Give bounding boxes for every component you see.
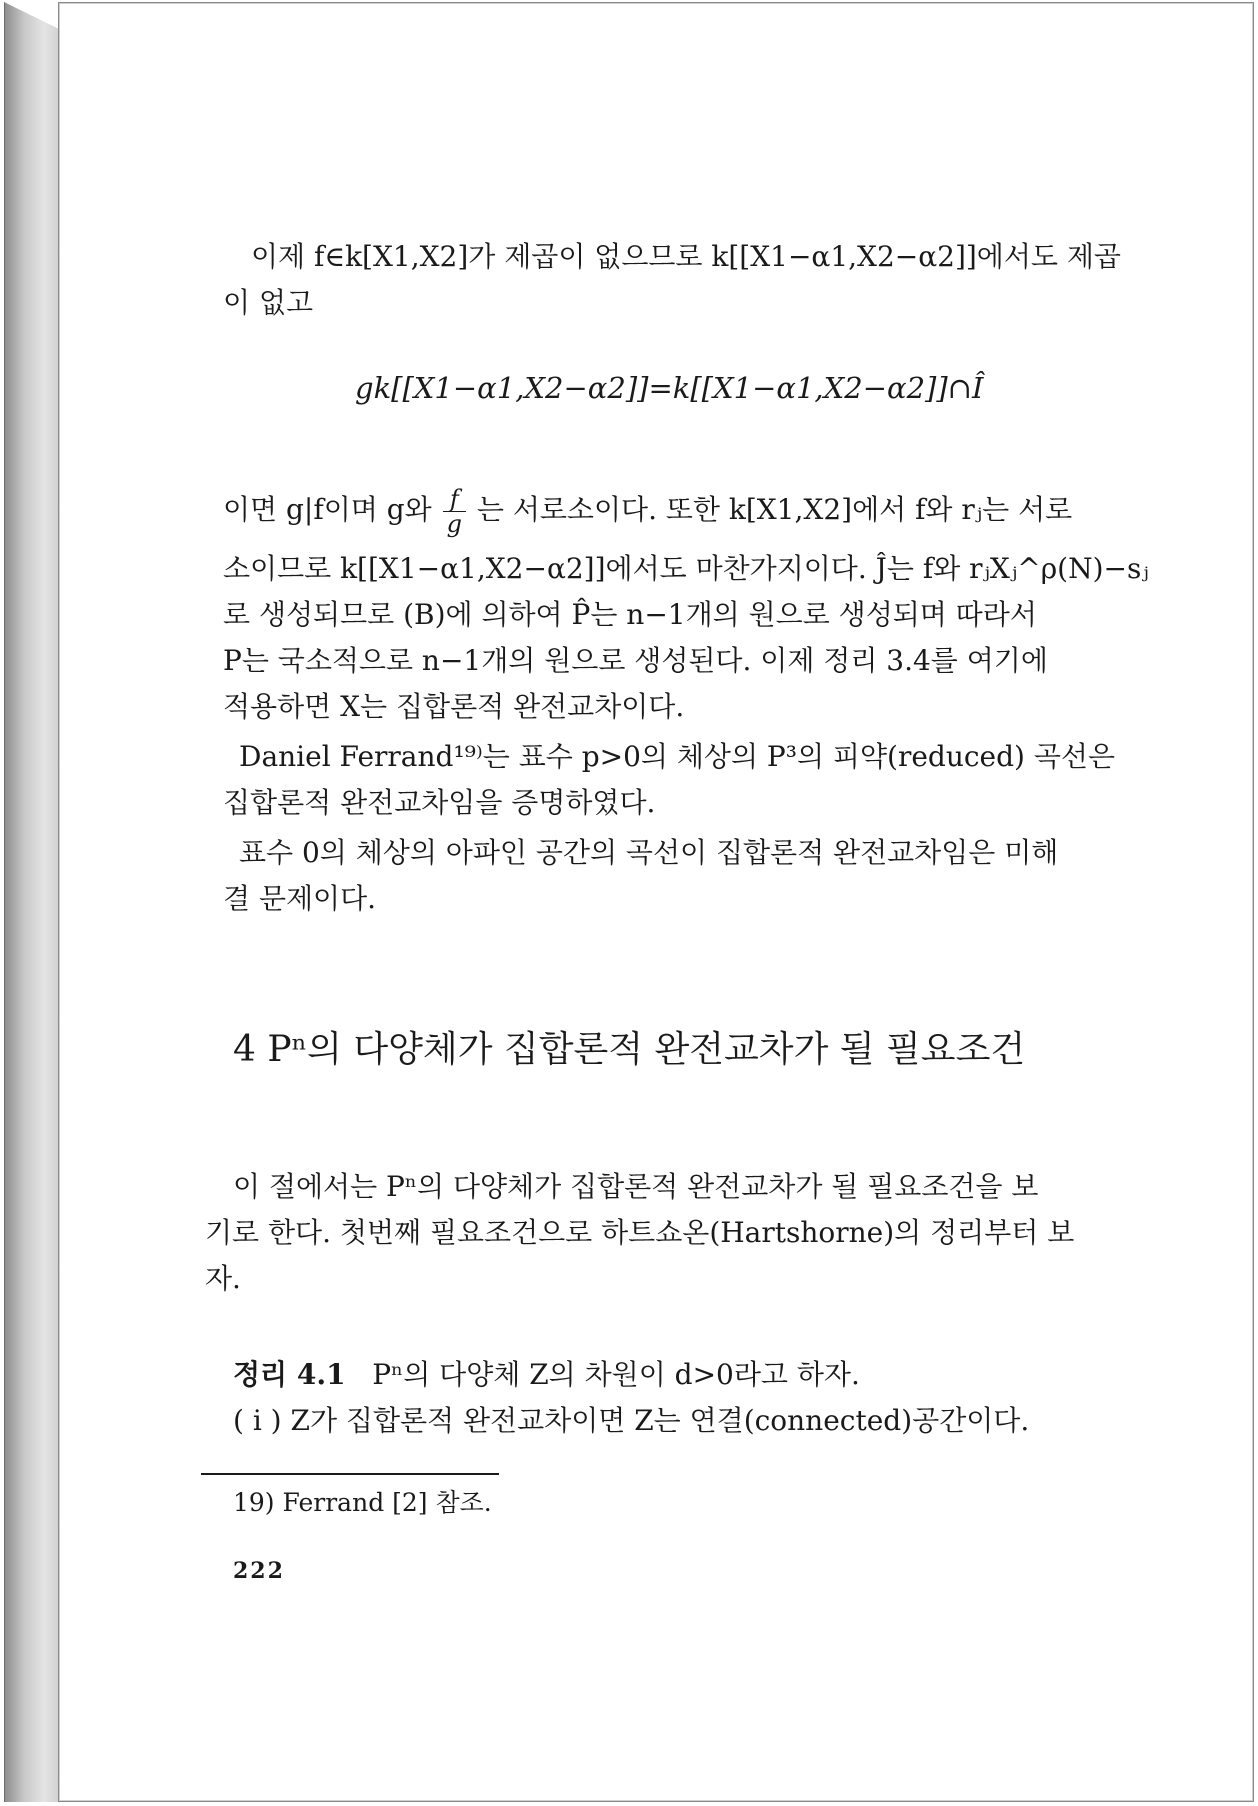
display-equation: gk[[X1−α1,X2−α2]]=k[[X1−α1,X2−α2]]∩Î (355, 371, 984, 405)
paragraph2-line2: 소이므로 k[[X1−α1,X2−α2]]에서도 마찬가지이다. Ĵ는 f와 rⱼXⱼ^ρ(N)−sⱼ (223, 552, 1149, 585)
theorem-statement: Pⁿ의 다양체 Z의 차원이 d>0라고 하자. (372, 1358, 860, 1391)
section-number: 4 (233, 1029, 256, 1070)
paragraph3-line1: Daniel Ferrand¹⁹⁾는 표수 p>0의 체상의 P³의 피약(reduced) 곡선은 (239, 740, 1115, 773)
paragraph2-line5: 적용하면 X는 집합론적 완전교차이다. (223, 690, 685, 723)
paragraph4-line2: 결 문제이다. (223, 882, 377, 915)
section-heading (233, 1021, 1025, 1072)
paragraph4-line1: 표수 0의 체상의 아파인 공간의 곡선이 집합론적 완전교차임은 미해 (239, 836, 1059, 869)
paragraph2-line4: P는 국소적으로 n−1개의 원으로 생성된다. 이제 정리 3.4를 여기에 (223, 644, 1048, 677)
paragraph2-line3: 로 생성되므로 (B)에 의하여 P̂는 n−1개의 원으로 생성되며 따라서 (223, 598, 1037, 631)
paragraph5-line2: 기로 한다. 첫번째 필요조건으로 하트쇼온(Hartshorne)의 정리부터 보 (205, 1216, 1075, 1249)
paragraph2-line1 (223, 487, 1072, 536)
paragraph1-line2: 이 없고 (223, 286, 314, 319)
book-spine (4, 2, 61, 1802)
paragraph2-line1-end: 는 서로소이다. 또한 k[X1,X2]에서 f와 rⱼ는 서로 (476, 493, 1073, 526)
paragraph3-line2: 집합론적 완전교차임을 증명하였다. (223, 786, 656, 819)
theorem-item-i: ( i ) Z가 집합론적 완전교차이면 Z는 연결(connected)공간이다. (233, 1404, 1030, 1437)
paragraph5-line3: 자. (205, 1262, 241, 1295)
theorem-label: 정리 4.1 (233, 1358, 346, 1391)
book-page (58, 2, 1254, 1802)
page-number: 222 (233, 1558, 285, 1584)
theorem-heading (233, 1357, 860, 1393)
section-title: Pⁿ의 다양체가 집합론적 완전교차가 될 필요조건 (267, 1029, 1026, 1070)
footnote-divider (201, 1473, 499, 1475)
footnote: 19) Ferrand [2] 참조. (233, 1488, 492, 1517)
fraction-numerator: f (443, 487, 466, 512)
fraction-f-over-g (443, 487, 466, 536)
fraction-denominator: g (446, 510, 462, 538)
paragraph2-line1-start: 이면 g|f이며 g와 (223, 493, 432, 526)
paragraph1-line1: 이제 f∈k[X1,X2]가 제곱이 없으므로 k[[X1−α1,X2−α2]]에서도 제곱 (251, 240, 1121, 273)
paragraph5-line1: 이 절에서는 Pⁿ의 다양체가 집합론적 완전교차가 될 필요조건을 보 (233, 1170, 1039, 1203)
